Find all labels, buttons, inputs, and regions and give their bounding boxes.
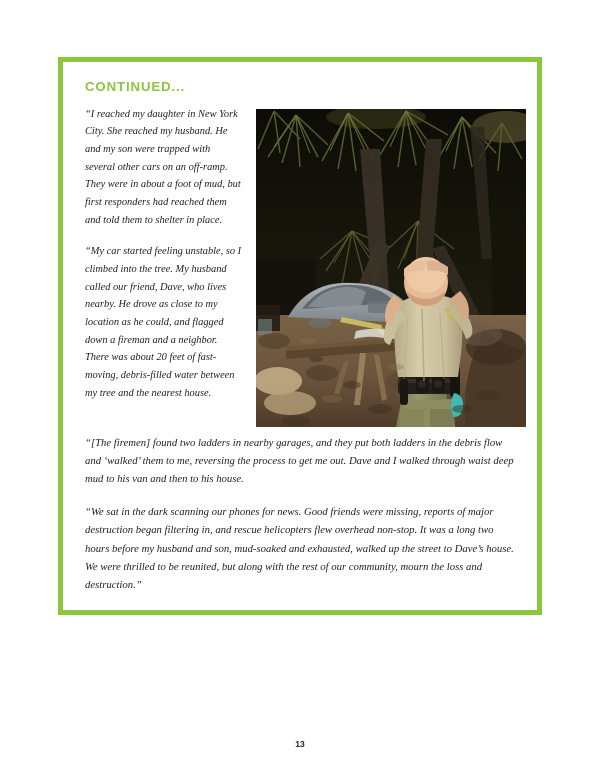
top-zone — [85, 106, 515, 424]
paragraph: “I reached my daughter in New York City. She reached my husband. He and my son were trapped with several other cars on an off-ramp. They were in about a foot of mud, but first responders had reached them and told them to shelter in place. — [85, 108, 241, 226]
narrow-text-column — [85, 106, 242, 417]
page-number: 13 — [295, 739, 305, 749]
bordered-content-box — [58, 57, 542, 615]
disaster-photo-image — [256, 109, 526, 427]
paragraph: “My car started feeling unstable, so I climbed into the tree. My husband called our friend, Dave, who lives nearby. He drove as close to my location as he could, and flagged down a fireman and a neighbor. There was about 20 feet of fast-moving, debris-filled water between my tree and the nearest house. — [85, 246, 242, 399]
section-heading: CONTINUED... — [85, 79, 186, 94]
full-width-text-column — [85, 424, 515, 595]
paragraph: “We sat in the dark scanning our phones for news. Good friends were missing, reports of major destruction began filtering in, and rescue helicopters flew overhead non-stop. It was a long two hours before my husband and son, mud-soaked and exhausted, walked up the street to Dave’s house. We were thrilled to be reunited, but along with the rest of our community, mourn the loss and destruction.” — [85, 505, 514, 592]
content-inner — [63, 62, 537, 610]
paragraph: “[The firemen] found two ladders in nearby garages, and they put both ladders in the debris flow and ‘walked’ them to me, reversing the process to get me out. Dave and I walked through waist deep mud to his van and then to his house. — [85, 436, 514, 486]
disaster-photo — [256, 109, 526, 427]
